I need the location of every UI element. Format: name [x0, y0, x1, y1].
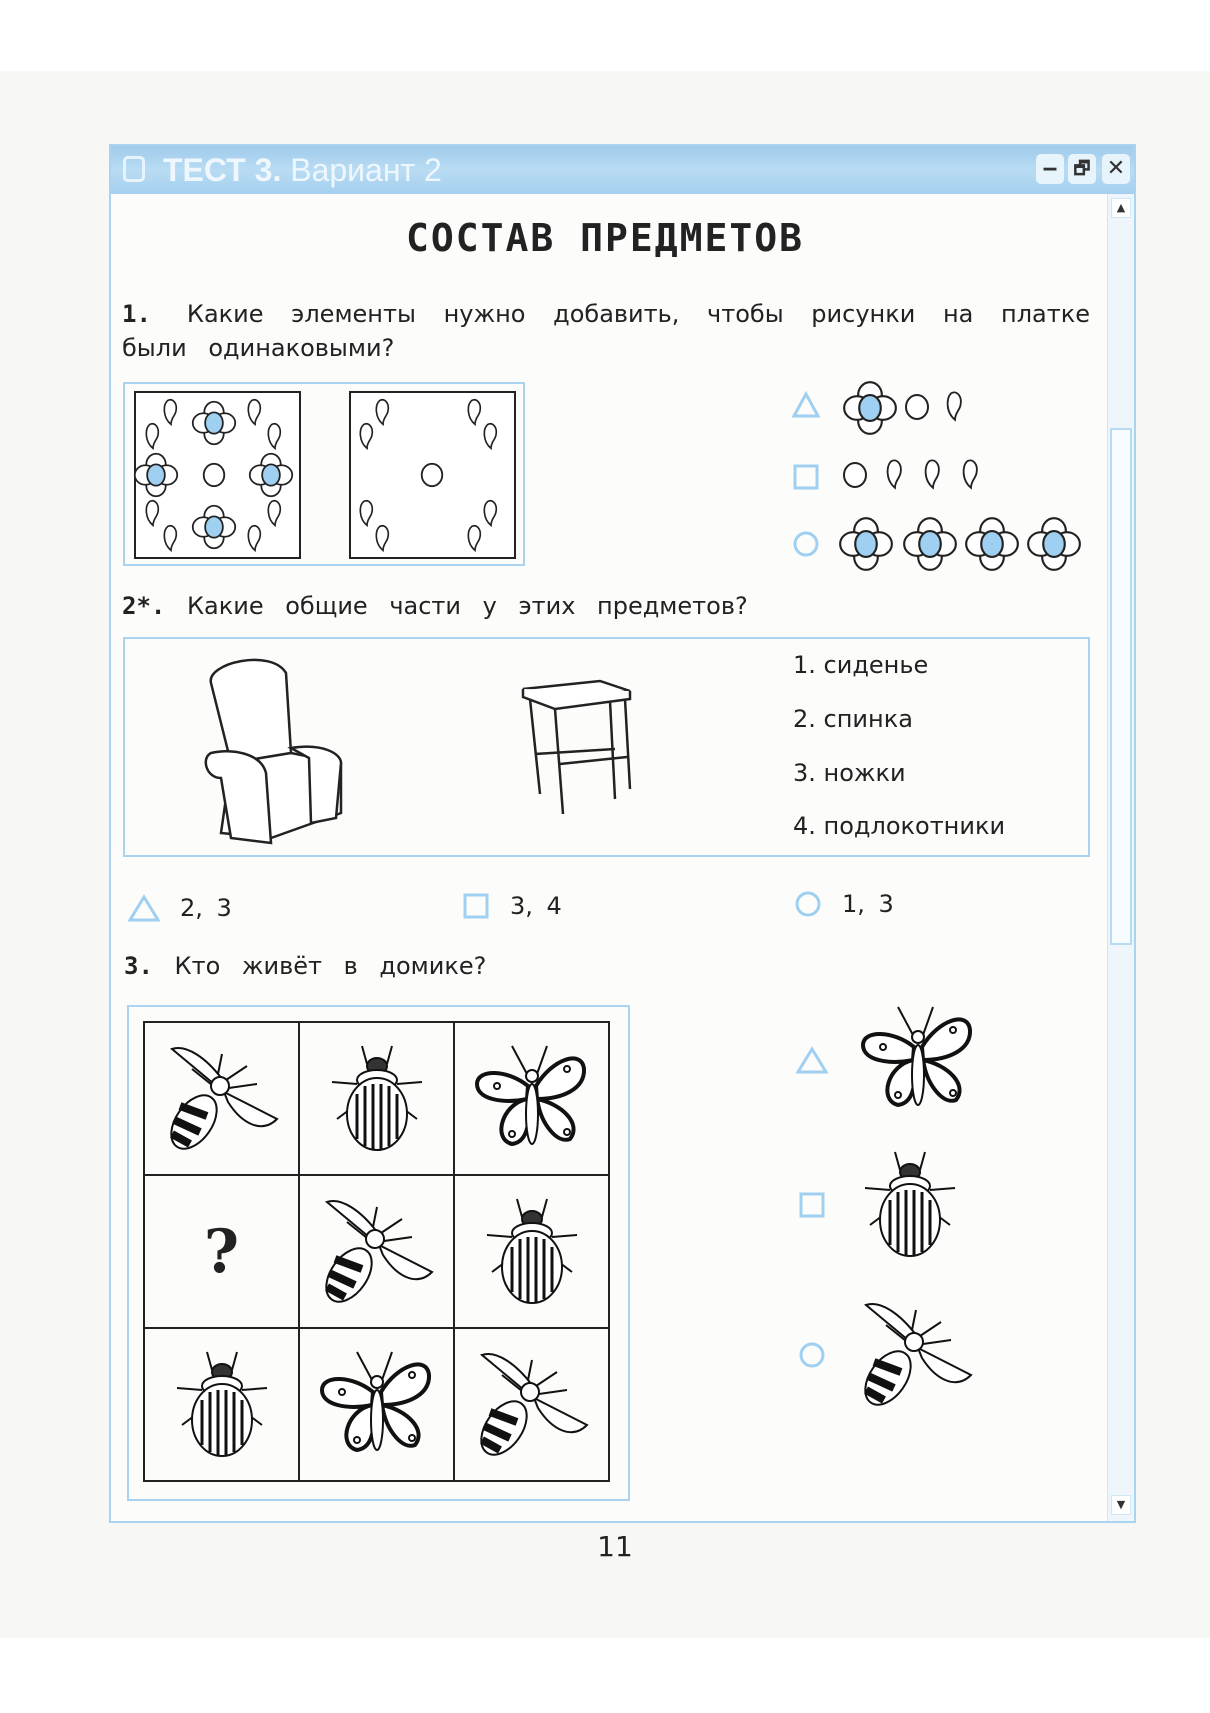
scarf-patterns: [125, 384, 523, 564]
page-heading: СОСТАВ ПРЕДМЕТОВ: [405, 216, 805, 260]
q1-option-circle: [795, 518, 1080, 570]
q3-option-circle[interactable]: [798, 1300, 976, 1410]
title-test: ТЕСТ 3.: [163, 152, 282, 188]
q3-option-triangle[interactable]: [796, 1005, 978, 1115]
scroll-up-icon[interactable]: ▲: [1111, 198, 1131, 218]
q1-options[interactable]: [790, 376, 1100, 576]
question-mark: ?: [203, 1216, 240, 1287]
grid-cell-butterfly: [453, 1021, 610, 1176]
bee-icon: [317, 1197, 437, 1307]
minimize-button[interactable]: ‒: [1036, 154, 1064, 184]
q3-number: 3.: [124, 952, 153, 980]
q2-item-1: 1. сиденье: [793, 651, 929, 679]
q2-item-2: 2. спинка: [793, 705, 913, 733]
butterfly-icon: [472, 1044, 592, 1154]
triangle-icon: [794, 394, 818, 416]
beetle-icon: [860, 1150, 960, 1260]
page-number: 11: [597, 1530, 633, 1563]
scarf-picture: [123, 382, 525, 566]
vertical-scrollbar[interactable]: [1107, 194, 1134, 1521]
square-icon: [795, 466, 817, 488]
title-bar: [111, 146, 1134, 194]
stool-image: [515, 679, 645, 819]
q3-text: Кто живёт в домике?: [174, 952, 487, 980]
answer-text: 2, 3: [180, 894, 232, 922]
square-icon: [798, 1191, 826, 1219]
beetle-icon: [172, 1350, 272, 1460]
circle-icon: [798, 1341, 826, 1369]
grid-cell-bee: [298, 1174, 455, 1329]
q2-picture-box: [123, 637, 1090, 857]
butterfly-icon: [858, 1005, 978, 1115]
question-2: [122, 592, 748, 620]
grid-cell-beetle: [143, 1327, 300, 1482]
beetle-icon: [482, 1197, 582, 1307]
q1-number: 1.: [122, 300, 151, 328]
q2-item-3: 3. ножки: [793, 759, 906, 787]
circle-icon: [794, 890, 822, 918]
q3-option-square[interactable]: [798, 1150, 960, 1260]
scrollbar-thumb[interactable]: [1110, 428, 1132, 945]
grid-cell-bee: [143, 1021, 300, 1176]
q2-answer-triangle[interactable]: [128, 894, 232, 922]
grid-cell-beetle: [453, 1174, 610, 1329]
bee-icon: [162, 1044, 282, 1154]
answer-text: 1, 3: [842, 890, 894, 918]
q2-item-4: 4. подлокотники: [793, 812, 1006, 840]
close-button[interactable]: ✕: [1102, 154, 1130, 184]
q2-text: Какие общие части у этих предметов?: [187, 592, 748, 620]
question-3: [124, 952, 486, 980]
armchair-image: [191, 653, 371, 848]
q1-text-line2: были одинаковыми?: [122, 334, 395, 362]
grid-cell-beetle: [298, 1021, 455, 1176]
triangle-icon: [796, 1046, 828, 1074]
window-icon: [123, 156, 145, 182]
title-variant: Вариант 2: [290, 152, 442, 188]
bee-icon: [856, 1300, 976, 1410]
beetle-icon: [327, 1044, 427, 1154]
window-title: [163, 152, 442, 189]
grid-cell-missing: [143, 1174, 300, 1329]
triangle-icon: [128, 894, 160, 922]
house-grid-box: [127, 1005, 630, 1501]
restore-button[interactable]: 🗗: [1068, 154, 1096, 184]
q2-number: 2*.: [122, 592, 166, 620]
grid-cell-butterfly: [298, 1327, 455, 1482]
bee-icon: [472, 1350, 592, 1460]
butterfly-icon: [317, 1350, 437, 1460]
grid-cell-bee: [453, 1327, 610, 1482]
circle-icon: [795, 533, 817, 555]
q2-answer-square[interactable]: [462, 892, 562, 920]
q2-answer-circle[interactable]: [794, 890, 894, 918]
q1-option-triangle: [794, 382, 961, 434]
scroll-down-icon[interactable]: ▼: [1111, 1495, 1131, 1515]
square-icon: [462, 892, 490, 920]
question-1: [122, 300, 1090, 362]
answer-text: 3, 4: [510, 892, 562, 920]
q1-text-line1: Какие элементы нужно добавить, чтобы рисунки на платке: [186, 300, 1090, 328]
q1-option-square: [795, 460, 977, 488]
